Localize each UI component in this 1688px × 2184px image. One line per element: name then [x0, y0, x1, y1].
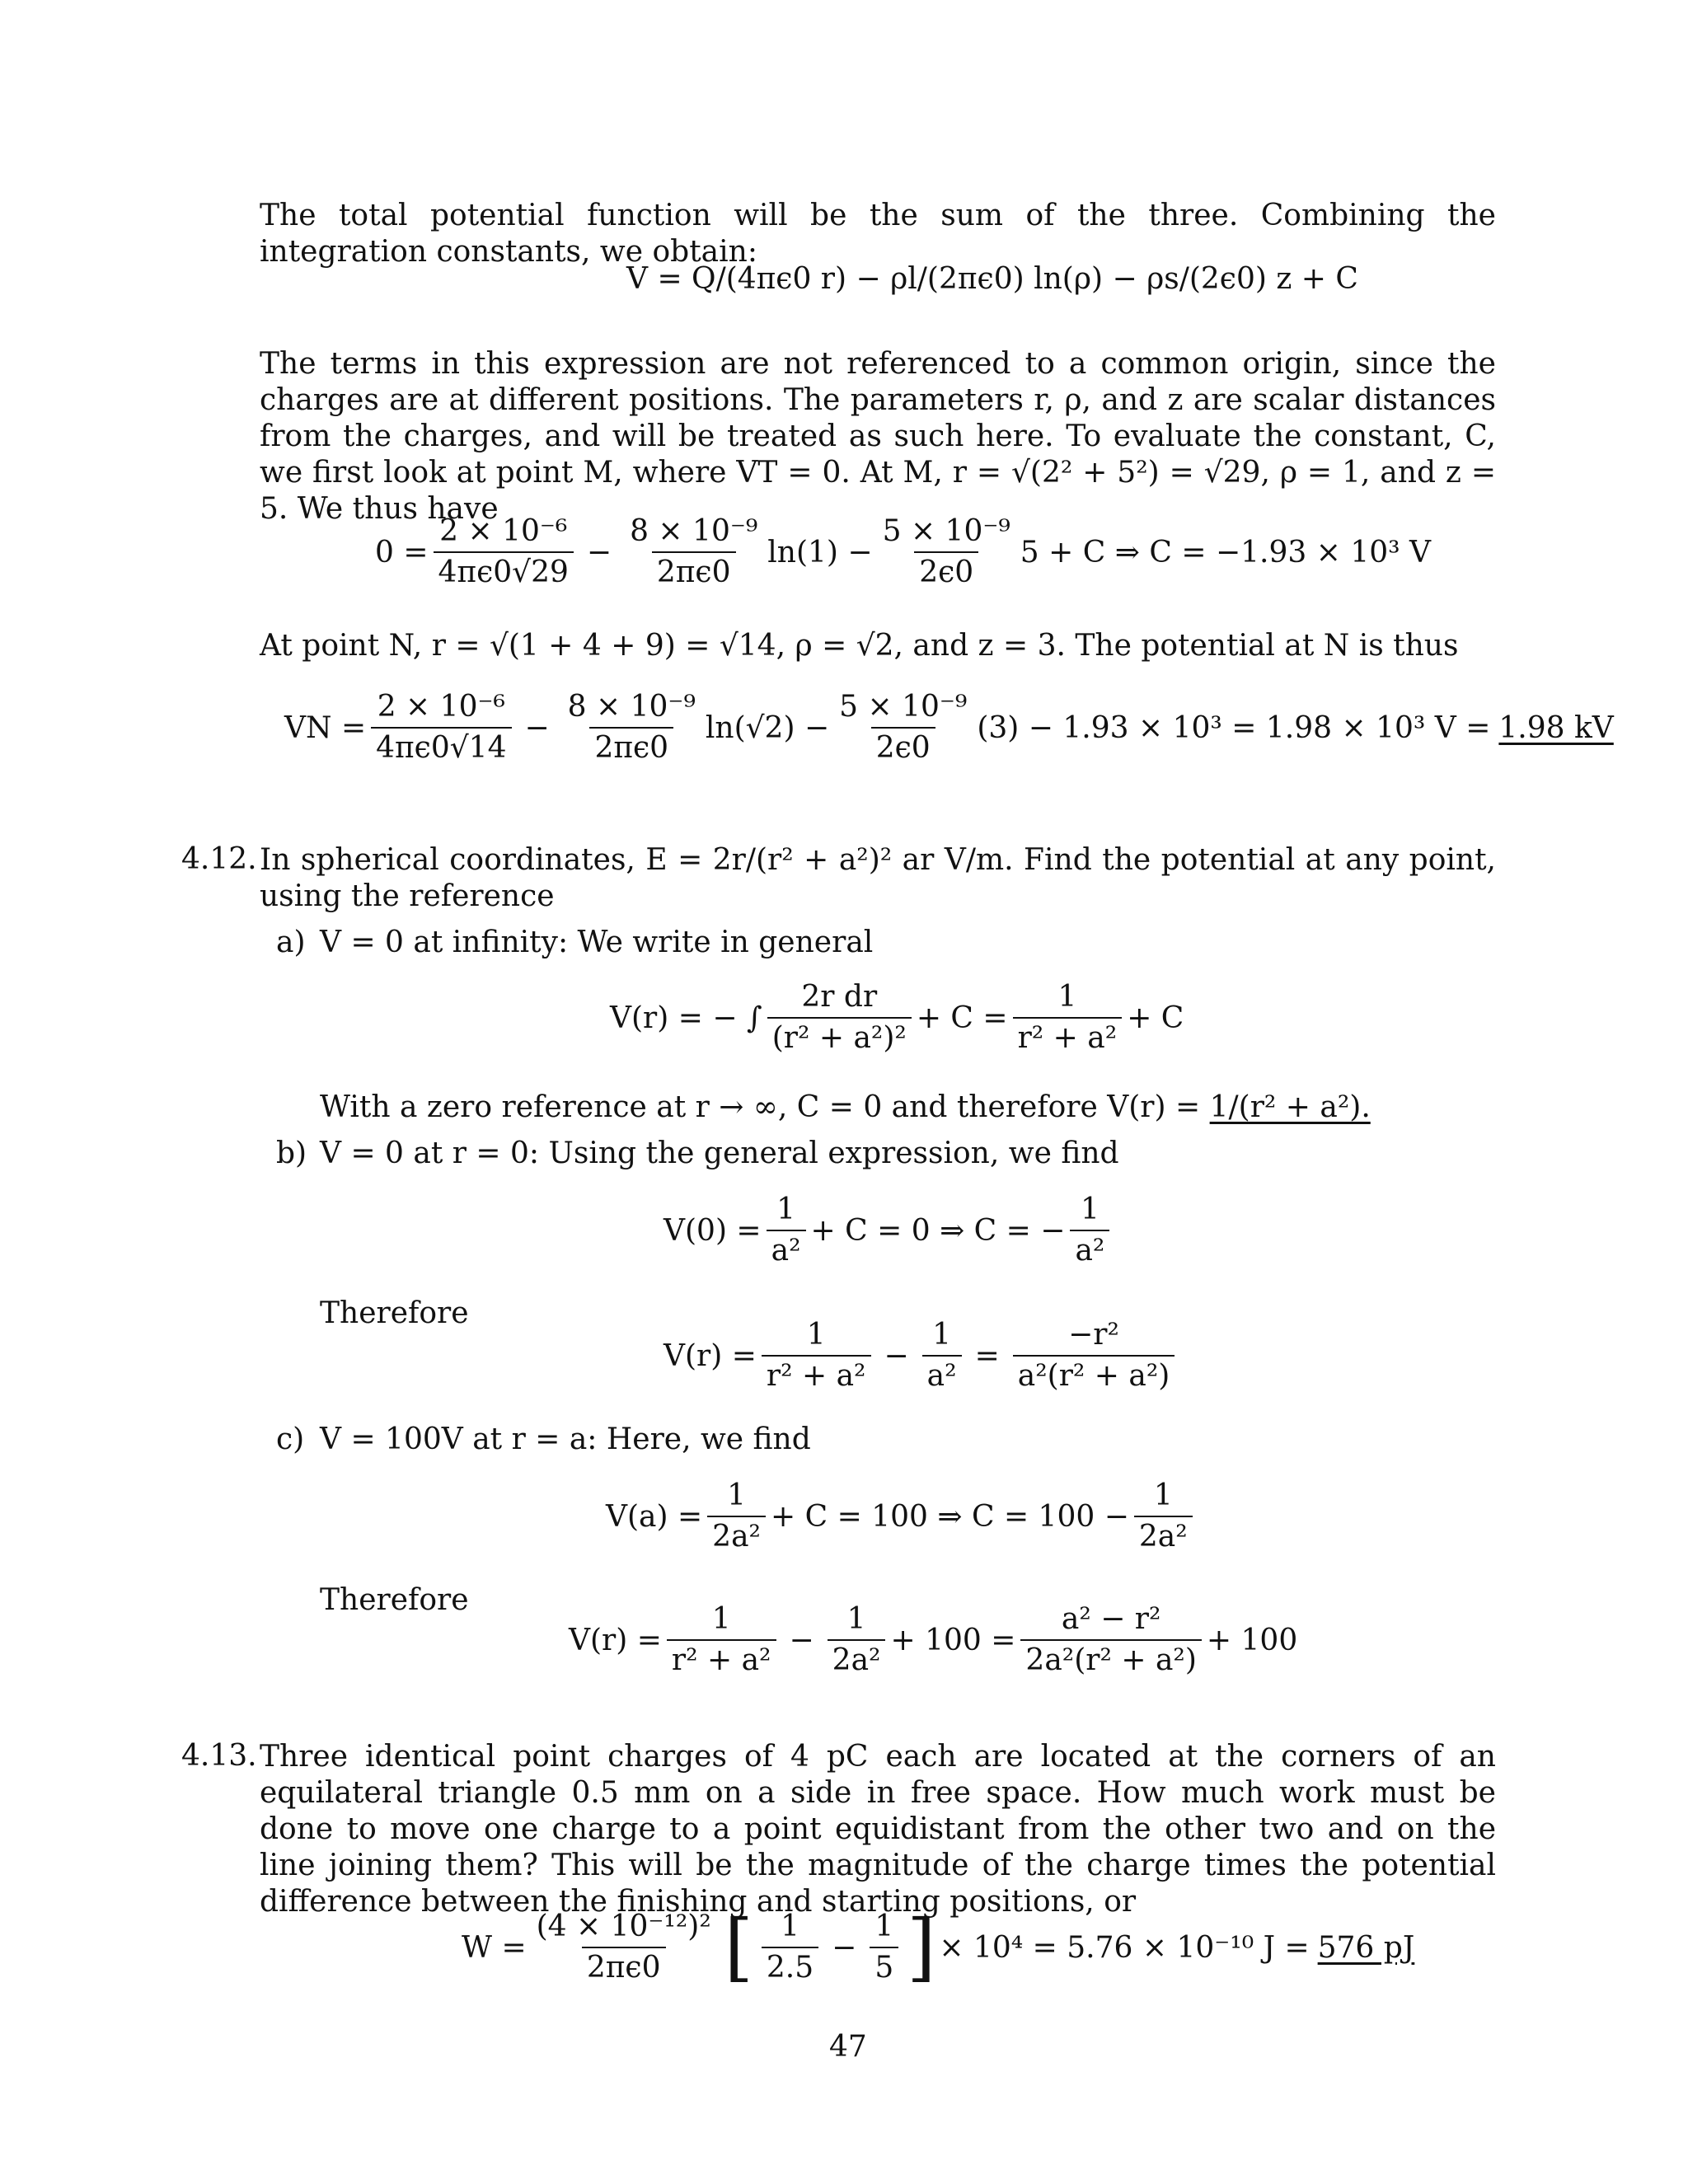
- part-b-result-equation: V(r) = $\frac{1}{\text{r² + a²}}$ − $\frac{1}{\text{a²}}$ = $\frac{\text{−r²}}{\text{a²(r² + a²)}}$: [663, 1319, 1179, 1393]
- fraction: $\frac{\text{8 × 10⁻⁹}}{2\pi\epsilon 0}$: [567, 690, 696, 765]
- part-c-result-equation: V(r) = $\frac{1}{\text{r² + a²}}$ − $\frac{1}{\text{2a²}}$ + 100 = $\frac{\text{a² − r²}}{\text{2a²(r² + a²)}}$ + 100: [569, 1602, 1298, 1677]
- page-number: 47: [829, 2030, 867, 2064]
- part-a-equation: V(r) = − ∫ $\frac{\text{2r dr}}{\text{(r² + a²)²}}$ + C = $\frac{1}{\text{r² + a²}}$ + C: [610, 980, 1184, 1055]
- fraction: $\frac{\text{2 × 10⁻⁶}}{4\pi\epsilon 0√14}$: [371, 691, 511, 765]
- fraction: $\frac{1}{\text{2a²}}$: [707, 1479, 766, 1554]
- part-c-equation: V(a) = $\frac{1}{\text{2a²}}$ + C = 100 ⇒ C = 100 − $\frac{1}{\text{2a²}}$: [606, 1479, 1198, 1554]
- fraction: $\frac{\text{2 × 10⁻⁶}}{4\pi\epsilon 0√29}$: [434, 515, 574, 589]
- fraction: $\frac{\text{2r dr}}{\text{(r² + a²)²}}$: [767, 981, 912, 1055]
- problem-statement: Three identical point charges of 4 pC each are located at the corners of an equilateral triangle 0.5 mm on a side in free space. How much work must be done to move one charge to a point equidistant from the other two and on the line joining them? This will be the magnitude of the charge times the potential difference between the finishing and starting positions, or: [260, 1740, 1496, 1919]
- fraction: $\frac{1}{\text{2a²}}$: [1134, 1479, 1193, 1554]
- part-text: V = 0 at r = 0: Using the general expression, we find: [320, 1137, 1119, 1170]
- fraction: $\frac{\text{5 × 10⁻⁹}}{2\epsilon 0}$: [882, 514, 1010, 589]
- part-b-equation: V(0) = $\frac{1}{\text{a²}}$ + C = 0 ⇒ C = − $\frac{1}{\text{a²}}$: [663, 1193, 1114, 1268]
- fraction: $\frac{1}{\text{a²}}$: [922, 1319, 962, 1393]
- therefore-label: Therefore: [320, 1296, 469, 1330]
- fraction: $\frac{1}{\text{2a²}}$: [828, 1603, 886, 1677]
- fraction: $\frac{1}{\text{r² + a²}}$: [762, 1319, 871, 1393]
- work-equation: W = $\frac{\text{(4 × 10⁻¹²)²}}{2\pi\epsilon 0}$ [ $\frac{1}{2.5}$ − $\frac{1}{5}$ ] × 10⁴ = 5.76 × 10⁻¹⁰ J = 576 pJ: [462, 1904, 1415, 1990]
- problem-number: 4.13.: [181, 1739, 257, 1773]
- part-a-follow: With a zero reference at r → ∞, C = 0 and therefore V(r) = 1/(r² + a²).: [320, 1090, 1371, 1124]
- fraction: $\frac{1}{\text{r² + a²}}$: [667, 1603, 776, 1677]
- therefore-label: Therefore: [320, 1583, 469, 1617]
- fraction: $\frac{\text{−r²}}{\text{a²(r² + a²)}}$: [1013, 1319, 1175, 1393]
- fraction: $\frac{\text{(4 × 10⁻¹²)²}}{2\pi\epsilon 0}$: [536, 1910, 711, 1985]
- equation-lhs: 0 =: [375, 535, 429, 569]
- fraction: $\frac{1}{2.5}$: [762, 1910, 818, 1985]
- problem-statement: In spherical coordinates, E = 2r/(r² + a²)² ar V/m. Find the potential at any point, using the reference: [260, 843, 1496, 913]
- fraction: $\frac{\text{a² − r²}}{\text{2a²(r² + a²)}}$: [1020, 1603, 1201, 1677]
- equation-lhs: VN =: [284, 710, 367, 745]
- part-label: b): [276, 1137, 307, 1170]
- fraction: $\frac{1}{\text{a²}}$: [767, 1193, 806, 1268]
- fraction: $\frac{\text{8 × 10⁻⁹}}{2\pi\epsilon 0}$: [630, 514, 758, 589]
- part-label: c): [276, 1422, 305, 1456]
- constant-equation: 0 = $\frac{\text{2 × 10⁻⁶}}{4\pi\epsilon 0√29}$ − $\frac{\text{8 × 10⁻⁹}}{2\pi\epsilon 0}$ ln(1) − $\frac{\text{5 × 10⁻⁹}}{2\epsilon 0}$ 5 + C ⇒ C = −1.93 × 10³ V: [375, 514, 1431, 589]
- answer-underlined: 576 pJ: [1317, 1930, 1415, 1965]
- part-label: a): [276, 926, 306, 959]
- problem-number: 4.12.: [181, 842, 257, 876]
- point-n-paragraph: At point N, r = √(1 + 4 + 9) = √14, ρ = √2, and z = 3. The potential at N is thus: [260, 629, 1459, 663]
- equation-text: V = Q/(4πϵ0 r) − ρl/(2πϵ0) ln(ρ) − ρs/(2ϵ0) z + C: [626, 262, 1358, 296]
- part-text: V = 0 at infinity: We write in general: [320, 926, 874, 959]
- vn-equation: VN = $\frac{\text{2 × 10⁻⁶}}{4\pi\epsilon 0√14}$ − $\frac{\text{8 × 10⁻⁹}}{2\pi\epsilon 0}$ ln(√2) − $\frac{\text{5 × 10⁻⁹}}{2\epsilon 0}$ (3) − 1.93 × 10³ = 1.98 × 10³ V = 1.98 kV: [284, 690, 1614, 765]
- total-potential-equation: [626, 262, 1358, 296]
- fraction: $\frac{\text{5 × 10⁻⁹}}{2\epsilon 0}$: [839, 690, 968, 765]
- answer-underlined: 1.98 kV: [1498, 710, 1614, 745]
- terms-paragraph: The terms in this expression are not referenced to a common origin, since the charges are at different positions. The parameters r, ρ, and z are scalar distances from the charges, and will be treated as such here. To evaluate the constant, C, we first look at point M, where VT = 0. At M, r = √(2² + 5²) = √29, ρ = 1, and z = 5. We thus have: [260, 347, 1496, 526]
- fraction: $\frac{1}{\text{a²}}$: [1070, 1193, 1109, 1268]
- intro-paragraph: The total potential function will be the sum of the three. Combining the integration constants, we obtain:: [260, 199, 1496, 269]
- fraction: $\frac{1}{\text{r² + a²}}$: [1013, 981, 1123, 1055]
- part-text: V = 100V at r = a: Here, we find: [320, 1422, 811, 1456]
- fraction: $\frac{1}{5}$: [870, 1910, 898, 1985]
- answer-underlined: 1/(r² + a²).: [1209, 1090, 1371, 1124]
- left-bracket: [: [724, 1904, 753, 1990]
- right-bracket: ]: [907, 1904, 936, 1990]
